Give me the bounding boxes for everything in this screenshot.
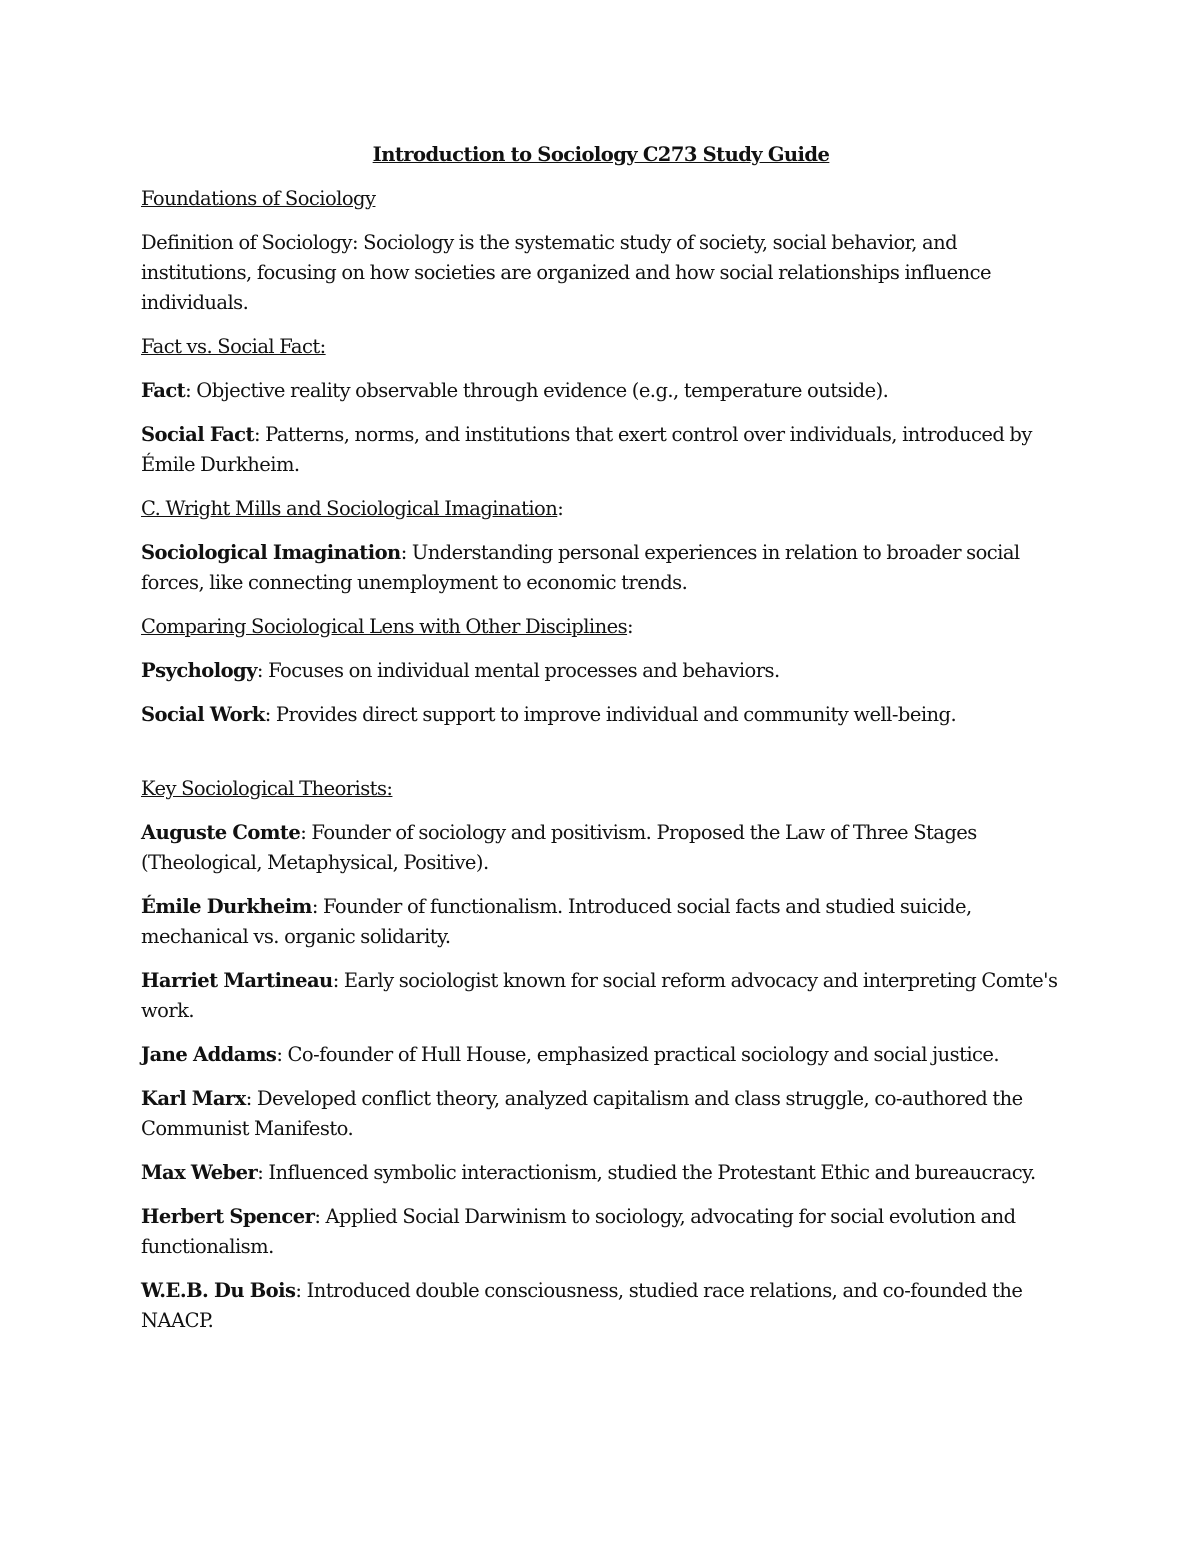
document-body [141, 140, 1061, 1350]
lens-heading-colon: : [627, 615, 634, 638]
fact-text: : Objective reality observable through evidence (e.g., temperature outside). [185, 379, 889, 402]
theorist-name: Karl Marx [141, 1087, 246, 1110]
theorist-name: Auguste Comte [141, 821, 301, 844]
theorist-entry [141, 1276, 1061, 1336]
theorist-name: Émile Durkheim [141, 895, 312, 918]
theorist-name: Harriet Martineau [141, 969, 333, 992]
theorist-name: W.E.B. Du Bois [141, 1279, 296, 1302]
theorist-entry [141, 1158, 1061, 1188]
theorist-entry [141, 818, 1061, 878]
blank-line [141, 744, 1061, 774]
theorist-entry [141, 1084, 1061, 1144]
document-title: Introduction to Sociology C273 Study Guide [372, 143, 830, 166]
key-theorists-heading: Key Sociological Theorists: [141, 777, 393, 800]
social-work-term: Social Work [141, 703, 265, 726]
theorist-description: : Founder of sociology and positivism. Proposed the Law of Three Stages (Theological, Metaphysical, Positive). [141, 821, 977, 874]
sociological-imagination-paragraph [141, 538, 1061, 598]
section-heading-foundations: Foundations of Sociology [141, 187, 376, 210]
lens-heading: Comparing Sociological Lens with Other Disciplines [141, 615, 628, 638]
sociological-imagination-term: Sociological Imagination [141, 541, 401, 564]
fact-paragraph [141, 376, 1061, 406]
theorist-description: : Early sociologist known for social reform advocacy and interpreting Comte's work. [141, 969, 1058, 1022]
fact-vs-social-fact-heading: Fact vs. Social Fact: [141, 335, 326, 358]
theorist-entry [141, 1040, 1061, 1070]
psychology-paragraph [141, 656, 1061, 686]
definition-paragraph: Definition of Sociology: Sociology is the systematic study of society, social behavior, and institutions, focusing on how societies are organized and how social relationships influence individuals. [141, 231, 991, 314]
psychology-term: Psychology [141, 659, 257, 682]
social-fact-text: : Patterns, norms, and institutions that exert control over individuals, introduced by Émile Durkheim. [141, 423, 1032, 476]
social-fact-term: Social Fact [141, 423, 254, 446]
theorist-description: : Influenced symbolic interactionism, studied the Protestant Ethic and bureaucracy. [257, 1161, 1036, 1184]
mills-heading: C. Wright Mills and Sociological Imagination [141, 497, 558, 520]
fact-term: Fact [141, 379, 186, 402]
theorist-entry [141, 1202, 1061, 1262]
social-fact-paragraph [141, 420, 1061, 480]
theorist-name: Herbert Spencer [141, 1205, 315, 1228]
mills-heading-colon: : [557, 497, 564, 520]
lens-heading-paragraph [141, 612, 1061, 642]
theorist-entry [141, 892, 1061, 952]
theorist-description: : Founder of functionalism. Introduced social facts and studied suicide, mechanical vs. organic solidarity. [141, 895, 972, 948]
social-work-text: : Provides direct support to improve individual and community well-being. [264, 703, 957, 726]
theorist-name: Max Weber [141, 1161, 258, 1184]
theorist-description: : Developed conflict theory, analyzed capitalism and class struggle, co-authored the Communist Manifesto. [141, 1087, 1023, 1140]
theorist-name: Jane Addams [141, 1043, 277, 1066]
mills-heading-paragraph [141, 494, 1061, 524]
psychology-text: : Focuses on individual mental processes and behaviors. [256, 659, 780, 682]
theorist-description: : Applied Social Darwinism to sociology, advocating for social evolution and functionalism. [141, 1205, 1016, 1258]
theorist-description: : Introduced double consciousness, studied race relations, and co-founded the NAACP. [141, 1279, 1023, 1332]
theorist-description: : Co-founder of Hull House, emphasized practical sociology and social justice. [276, 1043, 1000, 1066]
social-work-paragraph [141, 700, 1061, 730]
theorist-entry [141, 966, 1061, 1026]
sociological-imagination-text: : Understanding personal experiences in relation to broader social forces, like connecting unemployment to economic trends. [141, 541, 1020, 594]
